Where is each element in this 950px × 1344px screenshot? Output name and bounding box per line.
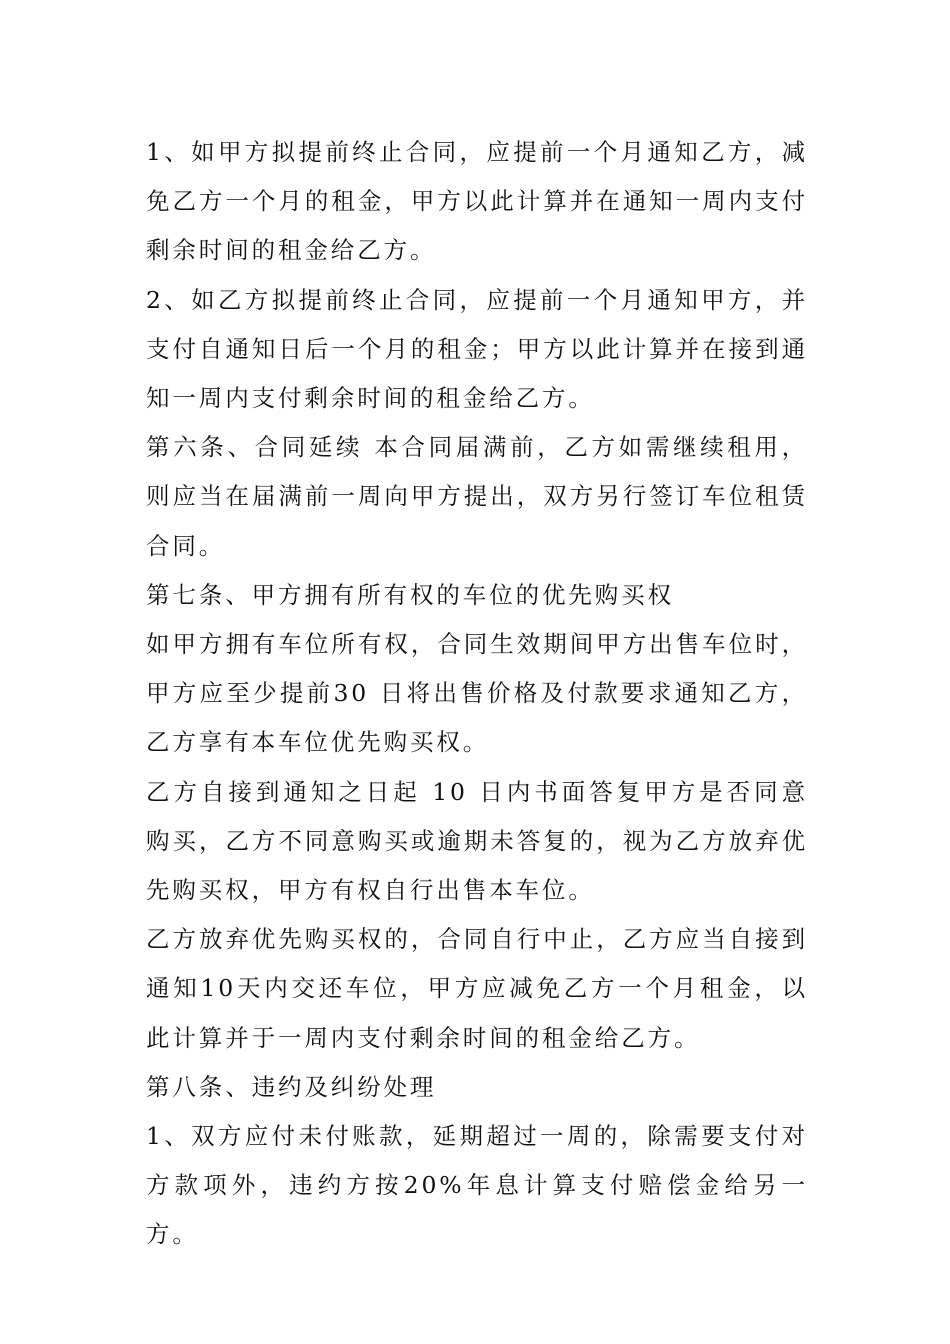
article-7-sale-notice: 如甲方拥有车位所有权，合同生效期间甲方出售车位时，甲方应至少提前30 日将出售价格及付款要求通知乙方，乙方享有本车位优先购买权。 <box>146 630 808 757</box>
article-6-contract-renewal: 第六条、合同延续 本合同届满前，乙方如需继续租用，则应当在届满前一周向甲方提出，双方另行签订车位租赁合同。 <box>146 433 808 560</box>
clause-early-termination-party-a: 1、如甲方拟提前终止合同，应提前一个月通知乙方，减免乙方一个月的租金，甲方以此计算并在通知一周内支付剩余时间的租金给乙方。 <box>146 138 808 265</box>
article-8-late-payment: 1、双方应付未付账款，延期超过一周的，除需要支付对方款项外，违约方按20%年息计算支付赔偿金给另一方。 <box>146 1122 808 1249</box>
article-7-reply-period: 乙方自接到通知之日起 10 日内书面答复甲方是否同意购买，乙方不同意购买或逾期未答复的，视为乙方放弃优先购买权，甲方有权自行出售本车位。 <box>146 777 808 905</box>
article-7-waiver-termination: 乙方放弃优先购买权的，合同自行中止，乙方应当自接到通知10天内交还车位，甲方应减免乙方一个月租金，以此计算并于一周内支付剩余时间的租金给乙方。 <box>146 925 808 1052</box>
clause-early-termination-party-b: 2、如乙方拟提前终止合同，应提前一个月通知甲方，并支付自通知日后一个月的租金；甲方以此计算并在接到通知一周内支付剩余时间的租金给乙方。 <box>146 285 808 413</box>
document-body <box>146 128 808 1260</box>
article-8-heading: 第八条、违约及纠纷处理 <box>146 1072 437 1101</box>
article-7-heading: 第七条、甲方拥有所有权的车位的优先购买权 <box>146 580 674 609</box>
